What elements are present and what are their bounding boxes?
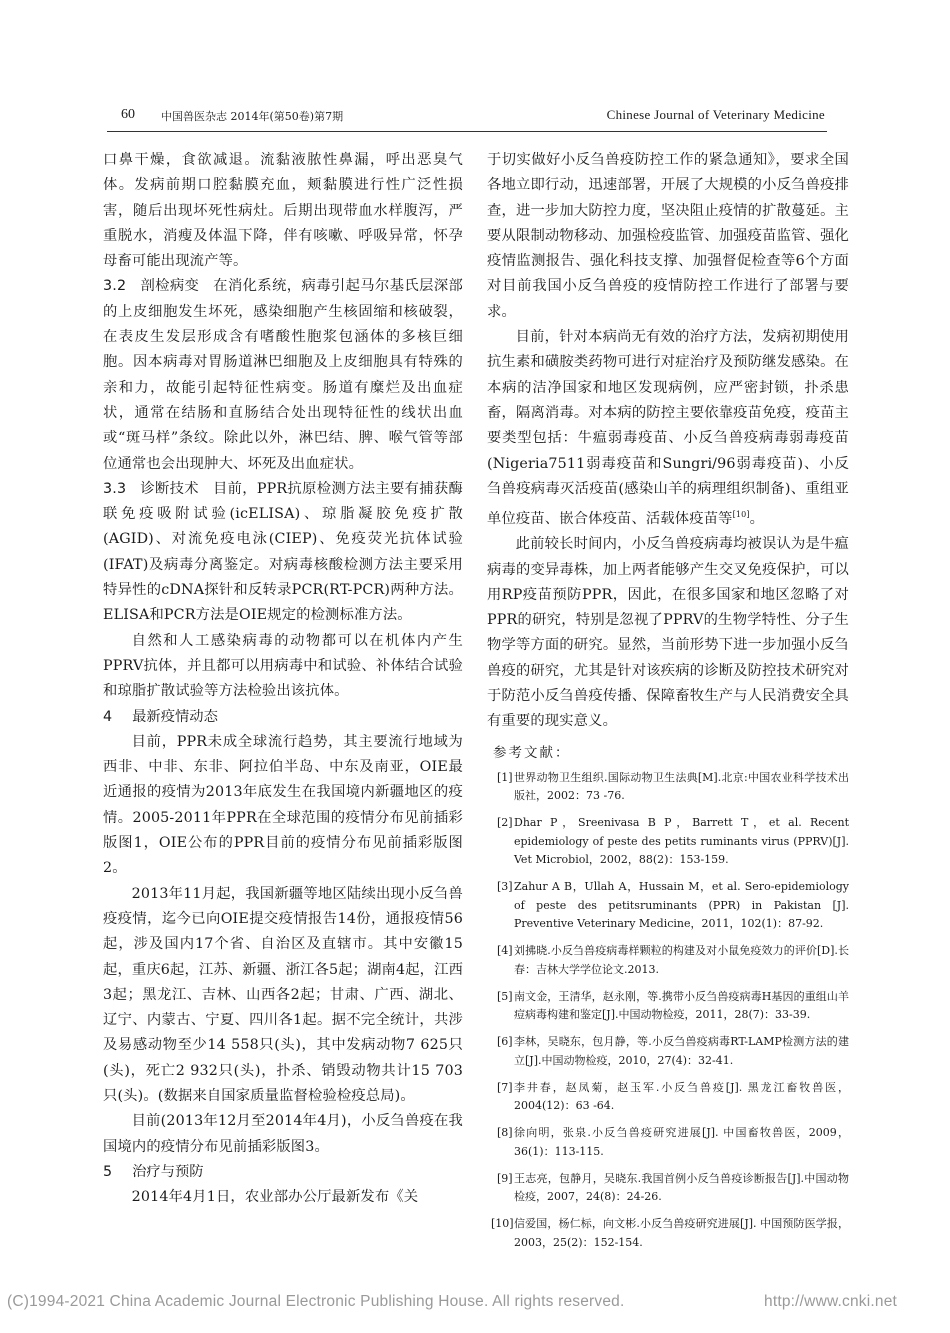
section-text: 在消化系统，病毒引起马尔基氏层深部的上皮细胞发生坏死，感染细胞产生核固缩和核破裂，在表皮生发层形成含有嗜酸性胞浆包涵体的多核巨细胞。因本病毒对胃肠道淋巴细胞及上皮细胞具有特殊的亲和力，故能引起特征性病变。肠道有糜烂及出血症状，通常在结肠和直肠结合处出现特征性的线状出血或“斑马样”条纹。除此以外，淋巴结、脾、喉气管等部位通常也会出现肿大、坏死及出血症状。	[103, 278, 463, 472]
paragraph-research-significance: 此前较长时间内，小反刍兽疫病毒均被误认为是牛瘟病毒的变异毒株，加上两者能够产生交叉免疫保护，可以用RP疫苗预防PPR，因此，在很多国家和地区忽略了对PPR的研究，特别是忽视了PPRV的生物学特性、分子生物学等方面的研究。显然，当前形势下进一步加强小反刍兽疫的研究，尤其是针对该疾病的诊断及防控技术研究对于防范小反刍兽疫传播、保障畜牧生产与人民消费安全具有重要的现实意义。	[487, 536, 849, 730]
journal-name-en: Chinese Journal of Veterinary Medicine	[606, 107, 825, 122]
reference-item: [3] Zahur A B，Ullah A，Hussain M，et al. Sero-epidemiology of peste des petitsruminants (PPR) in Pakistan [J]. Preventive Veterinary Medicine，2011，102(1)：87-92.	[497, 880, 849, 931]
page-number: 60	[121, 107, 135, 122]
paragraph-global-trend: 目前，PPR未成全球流行趋势，其主要流行地域为西非、中非、东非、阿拉伯半岛、中东及南亚，OIE最近通报的疫情为2013年底发生在我国境内新疆地区的疫情。2005-2011年PPR在全球范围的疫情分布见前插彩版图1，OIE公布的PPR目前的疫情分布见前插彩版图2。	[103, 733, 463, 877]
section-number: 5	[103, 1163, 113, 1180]
section-title: 治疗与预防	[132, 1163, 204, 1180]
treatment-text: 目前，针对本病尚无有效的治疗方法，发病初期使用抗生素和磺胺类药物可进行对症治疗及预防继发感染。在本病的洁净国家和地区发现病例，应严密封锁，扑杀患畜，隔离消毒。对本病的防控主要依靠疫苗免疫，疫苗主要类型包括：牛瘟弱毒疫苗、小反刍兽疫病毒弱毒疫苗(Nigeria7511弱毒疫苗和Sungri/96弱毒疫苗)、小反刍兽疫病毒灭活疫苗(感染山羊的病理组织制备)、重组亚单位疫苗、嵌合体疫苗、活载体疫苗等	[487, 329, 849, 527]
reference-item: [10] 信爱国，杨仁标，向文彬.小反刍兽疫研究进展[J]. 中国预防医学报，2003，25(2)：152-154.	[491, 1217, 849, 1249]
section-number: 3.2	[103, 278, 127, 295]
section-3-2	[103, 274, 463, 476]
reference-list	[487, 769, 849, 1253]
section-title: 诊断技术	[140, 480, 199, 497]
paragraph-clinical-signs: 口鼻干燥，食欲减退。流黏液脓性鼻漏，呼出恶臭气体。发病前期口腔黏膜充血，颊黏膜进行性广泛性损害，随后出现坏死性病灶。后期出现带血水样腹泻，严重脱水，消瘦及体温下降，伴有咳嗽、呼吸异常，怀孕母畜可能出现流产等。	[103, 152, 463, 270]
paragraph-china-outbreak: 2013年11月起，我国新疆等地区陆续出现小反刍兽疫疫情，迄今已向OIE提交疫情报告14份，通报疫情56起，涉及国内17个省、自治区及直辖市。其中安徽15起，重庆6起，江苏、新疆、浙江各5起；湖南4起，江西3起；黑龙江、吉林、山西各2起；甘肃、广西、湖北、辽宁、内蒙古、宁夏、四川各1起。据不完全统计，共涉及易感动物至少14 558只(头)，其中发病动物7 625只(头)，死亡2 932只(头)，扑杀、销毁动物共计15 703只(头)。(数据来自国家质量监督检验检疫总局)。	[103, 885, 464, 1104]
reference-item: [4] 刘拂晓.小反刍兽疫病毒样颗粒的构建及对小鼠免疫效力的评价[D].长春：吉林大学学位论文.2013.	[497, 944, 849, 976]
section-4-heading	[103, 705, 463, 730]
copyright-footer	[7, 1293, 947, 1311]
treatment-end: 。	[749, 510, 765, 527]
section-number: 4	[103, 708, 113, 725]
footer-url: http://www.cnki.net	[764, 1293, 898, 1310]
header-rule	[107, 131, 827, 132]
reference-item: [1] 世界动物卫生组织.国际动物卫生法典[M].北京:中国农业科学技术出版社，2002：73 -76.	[497, 770, 849, 803]
reference-item: [5] 南文金，王清华，赵永刚，等.携带小反刍兽疫病毒H基因的重组山羊痘病毒构建和鉴定[J].中国动物检疫，2011，28(7)：33-39.	[497, 989, 849, 1022]
section-3-3	[103, 477, 463, 629]
reference-item: [6] 李林，吴晓东，包月静，等.小反刍兽疫病毒RT-LAMP检测方法的建立[J].中国动物检疫，2010，27(4)：32-41.	[497, 1035, 849, 1067]
reference-item: [2] Dhar P，Sreenivasa B P，Barrett T，et al. Recent epidemiology of peste des petits ruminants virus (PPRV)[J]. Vet Microbiol，2002，88(2)：153-159.	[497, 816, 849, 867]
reference-item: [9] 王志亮，包静月，吴晓东.我国首例小反刍兽疫诊断报告[J].中国动物检疫，2007，24(8)：24-26.	[497, 1171, 849, 1204]
journal-name-cn: 中国兽医杂志 2014年(第50卷)第7期	[161, 110, 344, 123]
reference-item: [7] 李井春，赵凤菊，赵玉军.小反刍兽疫[J]. 黑龙江畜牧兽医，2004(12)：63 -64.	[497, 1080, 849, 1113]
references-heading: 参考文献：	[493, 744, 571, 761]
copyright-text: (C)1994-2021 China Academic Journal Electronic Publishing House. All rights reserved.	[7, 1293, 625, 1310]
paragraph-notice-start: 2014年4月1日，农业部办公厅最新发布《关	[131, 1189, 419, 1206]
paragraph-antibody: 自然和人工感染病毒的动物都可以在机体内产生PPRV抗体，并且都可以用病毒中和试验、补体结合试验和琼脂扩散试验等方法检验出该抗体。	[103, 632, 463, 700]
section-5-heading	[103, 1160, 463, 1185]
paragraph-treatment	[487, 325, 849, 532]
paragraph-notice-continued: 于切实做好小反刍兽疫防控工作的紧急通知》，要求全国各地立即行动，迅速部署，开展了大规模的小反刍兽疫排查，进一步加大防控力度，坚决阻止疫情的扩散蔓延。主要从限制动物移动、加强检疫监管、加强疫苗监管、强化疫情监测报告、强化科技支撑、加强督促检查等6个方面对目前我国小反刍兽疫的疫情防控工作进行了部署与要求。	[487, 152, 849, 320]
section-title: 最新疫情动态	[132, 708, 218, 725]
left-column	[103, 148, 463, 1210]
right-column	[487, 148, 849, 1261]
section-number: 3.3	[103, 480, 127, 497]
paragraph-distribution: 目前(2013年12月至2014年4月)，小反刍兽疫在我国境内的疫情分布见前插彩版图3。	[103, 1113, 463, 1155]
reference-item: [8] 徐向明，张泉.小反刍兽疫研究进展[J]. 中国畜牧兽医，2009，36(1)：113-115.	[497, 1126, 849, 1158]
section-title: 剖检病变	[140, 278, 200, 295]
section-text: 目前，PPR抗原检测方法主要有捕获酶联免疫吸附试验(icELISA)、琼脂凝胶免疫扩散(AGID)、对流免疫电泳(CIEP)、免疫荧光抗体试验(IFAT)及病毒分离鉴定。对病毒核酸检测方法主要采用特异性的cDNA探针和反转录PCR(RT-PCR)两种方法。ELISA和PCR方法是OIE规定的检测标准方法。	[103, 480, 464, 624]
citation-marker: [10]	[732, 510, 750, 520]
running-header	[107, 104, 827, 126]
